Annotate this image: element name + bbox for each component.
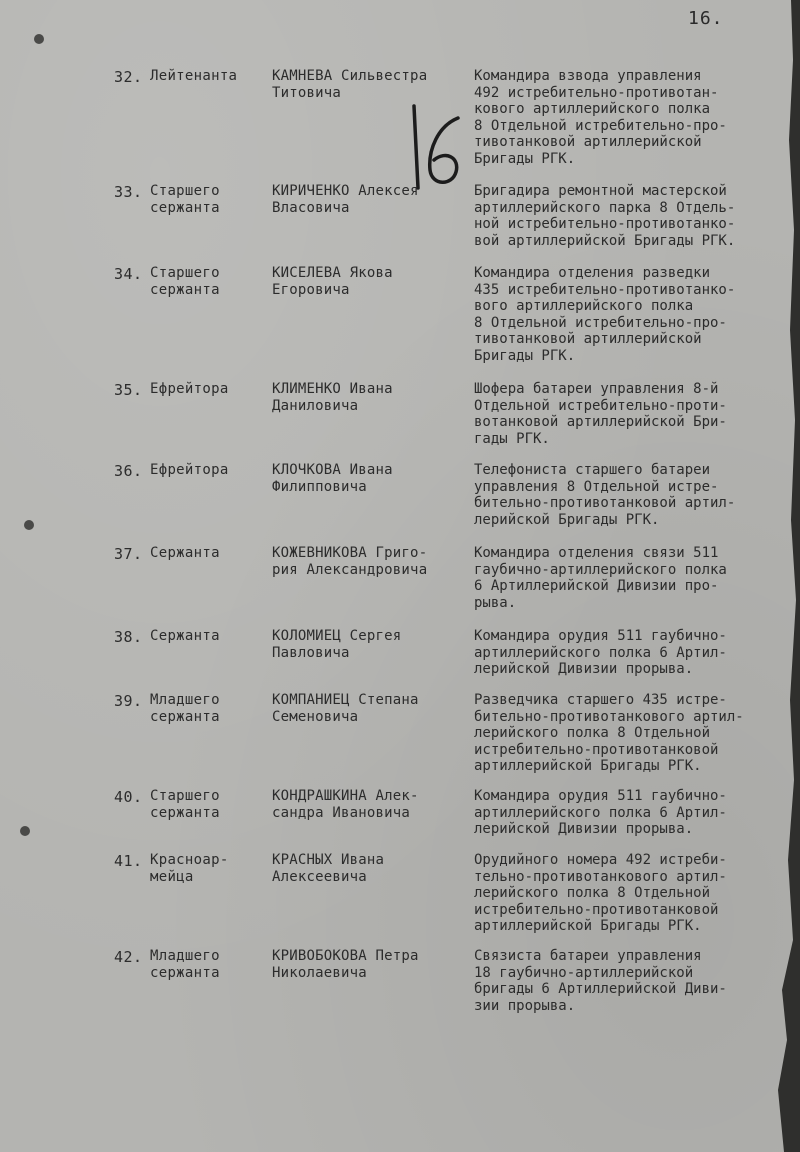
punch-hole xyxy=(34,34,44,44)
entry-rank: Сержанта xyxy=(150,545,220,561)
entry-rank: Лейтенанта xyxy=(150,68,238,84)
entry-name: КОЛОМИЕЦ Сергея Павловича xyxy=(272,628,402,661)
entry-rank: Ефрейтора xyxy=(150,462,229,478)
entry-description: Командира взвода управления 492 истребительно-противотан- кового артиллерийского полка 8 Отдельной истребительно-про- тивотанковой артиллерийской Бригады РГК. xyxy=(474,68,727,167)
entry-number: 33. xyxy=(114,183,143,201)
punch-hole xyxy=(24,520,34,530)
entry-description: Командира орудия 511 гаубично- артиллерийского полка 6 Артил- лерийской Дивизии прорыва. xyxy=(474,628,727,677)
entry-rank: Старшего сержанта xyxy=(150,265,220,298)
entry-name: КОМПАНИЕЦ Степана Семеновича xyxy=(272,692,419,725)
entry-name: КРАСНЫХ Ивана Алексеевича xyxy=(272,852,385,885)
entry-name: КЛИМЕНКО Ивана Даниловича xyxy=(272,381,393,414)
entry-name: КИСЕЛЕВА Якова Егоровича xyxy=(272,265,393,298)
entry-number: 32. xyxy=(114,68,143,86)
entry-rank: Старшего сержанта xyxy=(150,183,220,216)
entry-description: Телефониста старшего батареи управления 8 Отдельной истре- бительно-противотанковой артил- лерийской Бригады РГК. xyxy=(474,462,736,528)
entry-description: Разведчика старшего 435 истре- бительно-противотанкового артил- лерийского полка 8 Отдельной истребительно-противотанковой артиллерийской Бригады РГК. xyxy=(474,692,744,774)
entry-rank: Младшего сержанта xyxy=(150,692,220,725)
entry-rank: Ефрейтора xyxy=(150,381,229,397)
entry-description: Шофера батареи управления 8-й Отдельной истребительно-проти- вотанковой артиллерийской Бри- гады РГК. xyxy=(474,381,727,447)
entry-number: 41. xyxy=(114,852,143,870)
entry-description: Командира орудия 511 гаубично- артиллерийского полка 6 Артил- лерийской Дивизии прорыва. xyxy=(474,788,727,837)
entry-rank: Красноар- мейца xyxy=(150,852,229,885)
entry-description: Командира отделения связи 511 гаубично-артиллерийского полка 6 Артиллерийской Дивизии про- рыва. xyxy=(474,545,727,611)
entry-number: 39. xyxy=(114,692,143,710)
entry-name: КЛОЧКОВА Ивана Филипповича xyxy=(272,462,393,495)
entry-rank: Сержанта xyxy=(150,628,220,644)
entry-number: 42. xyxy=(114,948,143,966)
entry-number: 40. xyxy=(114,788,143,806)
entry-description: Командира отделения разведки 435 истребительно-противотанко- вого артиллерийского полка 8 Отдельной истребительно-про- тивотанковой артиллерийской Бригады РГК. xyxy=(474,265,736,364)
entry-description: Бригадира ремонтной мастерской артиллерийского парка 8 Отдель- ной истребительно-противотанко- вой артиллерийской Бригады РГК. xyxy=(474,183,736,249)
entry-name: КОНДРАШКИНА Алек- сандра Ивановича xyxy=(272,788,419,821)
entry-rank: Старшего сержанта xyxy=(150,788,220,821)
entry-number: 35. xyxy=(114,381,143,399)
entry-description: Связиста батареи управления 18 гаубично-артиллерийской бригады 6 Артиллерийской Диви- зии прорыва. xyxy=(474,948,727,1014)
page-number: 16. xyxy=(688,8,724,29)
handwritten-mark-16 xyxy=(400,100,470,190)
entry-number: 38. xyxy=(114,628,143,646)
entry-description: Орудийного номера 492 истреби- тельно-противотанкового артил- лерийского полка 8 Отдельной истребительно-противотанковой артиллерийской Бригады РГК. xyxy=(474,852,727,934)
punch-hole xyxy=(20,826,30,836)
entry-number: 34. xyxy=(114,265,143,283)
entry-name: КРИВОБОКОВА Петра Николаевича xyxy=(272,948,419,981)
entry-number: 37. xyxy=(114,545,143,563)
entry-name: КАМНЕВА Сильвестра Титовича xyxy=(272,68,428,101)
entry-name: КОЖЕВНИКОВА Григо- рия Александровича xyxy=(272,545,428,578)
entry-name: КИРИЧЕНКО Алексея Власовича xyxy=(272,183,419,216)
entry-rank: Младшего сержанта xyxy=(150,948,220,981)
entry-number: 36. xyxy=(114,462,143,480)
